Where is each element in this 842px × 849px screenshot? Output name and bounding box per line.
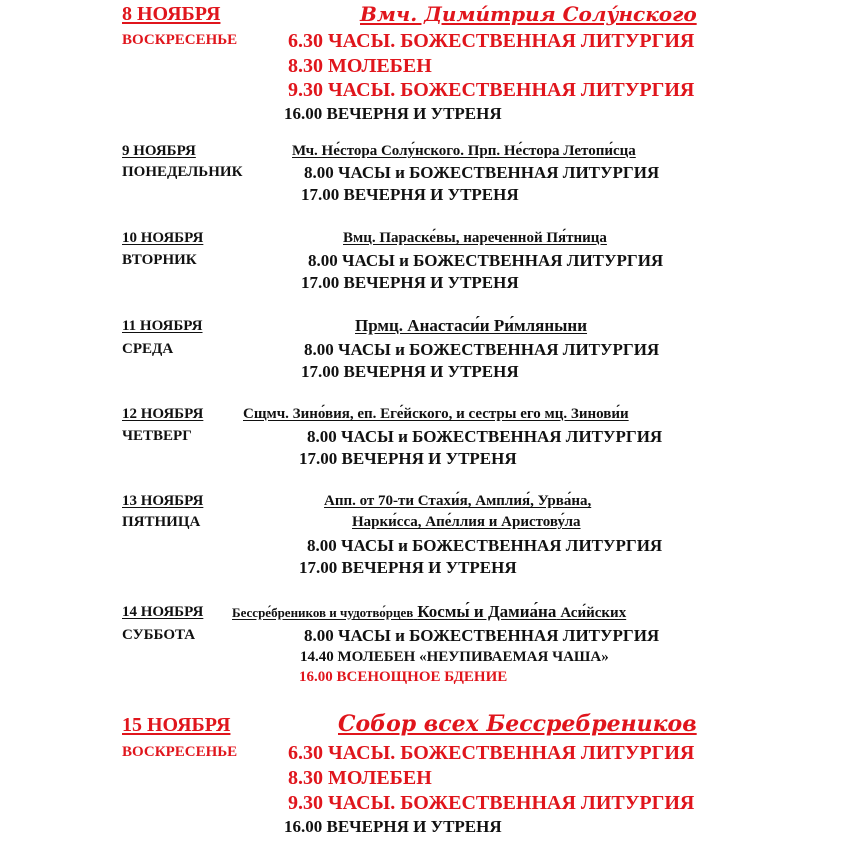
day-8-weekday: ВОСКРЕСЕНЬЕ bbox=[122, 32, 238, 48]
day-14-date: 14 НОЯБРЯ bbox=[122, 604, 204, 620]
day-15-service-4: 16.00 ВЕЧЕРНЯ И УТРЕНЯ bbox=[284, 817, 502, 836]
day-13-service-1: 8.00 ЧАСЫ и БОЖЕСТВЕННАЯ ЛИТУРГИЯ bbox=[307, 536, 663, 555]
day-11-date: 11 НОЯБРЯ bbox=[122, 318, 203, 334]
day-15-service-3: 9.30 ЧАСЫ. БОЖЕСТВЕННАЯ ЛИТУРГИЯ bbox=[288, 792, 695, 814]
day-8-service-3: 9.30 ЧАСЫ. БОЖЕСТВЕННАЯ ЛИТУРГИЯ bbox=[288, 79, 695, 101]
day-15-weekday: ВОСКРЕСЕНЬЕ bbox=[122, 744, 238, 760]
day-9-service-1: 8.00 ЧАСЫ и БОЖЕСТВЕННАЯ ЛИТУРГИЯ bbox=[304, 163, 660, 182]
day-12-saint: Сщмч. Зино́вия, еп. Еге́йского, и сестры его мц. Зинови́и bbox=[243, 406, 629, 422]
day-10-service-2: 17.00 ВЕЧЕРНЯ И УТРЕНЯ bbox=[301, 273, 519, 292]
day-8-service-2: 8.30 МОЛЕБЕН bbox=[288, 55, 432, 77]
day-10-service-1: 8.00 ЧАСЫ и БОЖЕСТВЕННАЯ ЛИТУРГИЯ bbox=[308, 251, 664, 270]
day-10-saint: Вмц. Параске́вы, нареченной Пя́тница bbox=[343, 230, 607, 246]
day-14-service-3: 16.00 ВСЕНОЩНОЕ БДЕНИЕ bbox=[299, 669, 508, 685]
day-11-weekday: СРЕДА bbox=[122, 341, 174, 357]
day-14-weekday: СУББОТА bbox=[122, 627, 196, 643]
day-14-saint bbox=[232, 603, 626, 621]
day-10-weekday: ВТОРНИК bbox=[122, 252, 197, 268]
day-11-service-1: 8.00 ЧАСЫ и БОЖЕСТВЕННАЯ ЛИТУРГИЯ bbox=[304, 340, 660, 359]
day-8-service-4: 16.00 ВЕЧЕРНЯ И УТРЕНЯ bbox=[284, 104, 502, 123]
day-12-service-1: 8.00 ЧАСЫ и БОЖЕСТВЕННАЯ ЛИТУРГИЯ bbox=[307, 427, 663, 446]
day-12-service-2: 17.00 ВЕЧЕРНЯ И УТРЕНЯ bbox=[299, 449, 517, 468]
day-13-weekday: ПЯТНИЦА bbox=[122, 514, 201, 530]
day-9-service-2: 17.00 ВЕЧЕРНЯ И УТРЕНЯ bbox=[301, 185, 519, 204]
day-15-service-1: 6.30 ЧАСЫ. БОЖЕСТВЕННАЯ ЛИТУРГИЯ bbox=[288, 742, 695, 764]
day-11-saint: Прмц. Анастаси́и Ри́мляныни bbox=[355, 316, 588, 335]
day-13-saint-line1: Апп. от 70-ти Стахи́я, Амплия́, Урва́на, bbox=[324, 493, 592, 509]
day-8-date: 8 НОЯБРЯ bbox=[122, 3, 221, 25]
day-13-service-2: 17.00 ВЕЧЕРНЯ И УТРЕНЯ bbox=[299, 558, 517, 577]
day-11-service-2: 17.00 ВЕЧЕРНЯ И УТРЕНЯ bbox=[301, 362, 519, 381]
day-14-saint-prefix: Бессре́бреников и чудотво́рцев bbox=[232, 605, 414, 620]
day-14-service-2: 14.40 МОЛЕБЕН «НЕУПИВАЕМАЯ ЧАША» bbox=[300, 649, 609, 665]
day-8-saint: Вмч. Дими́трия Солу́нского bbox=[360, 2, 697, 26]
day-14-service-1: 8.00 ЧАСЫ и БОЖЕСТВЕННАЯ ЛИТУРГИЯ bbox=[304, 626, 660, 645]
day-12-date: 12 НОЯБРЯ bbox=[122, 406, 204, 422]
day-10-date: 10 НОЯБРЯ bbox=[122, 230, 204, 246]
day-13-saint-line2: Нарки́сса, Апе́ллия и Аристову́ла bbox=[352, 514, 581, 530]
day-15-saint: Собор всех Бессребреников bbox=[338, 711, 697, 737]
day-14-saint-names: Космы́ и Дамиа́на bbox=[417, 602, 557, 621]
day-9-date: 9 НОЯБРЯ bbox=[122, 143, 196, 159]
day-14-saint-suffix: Аси́йских bbox=[560, 605, 627, 621]
day-8-service-1: 6.30 ЧАСЫ. БОЖЕСТВЕННАЯ ЛИТУРГИЯ bbox=[288, 30, 695, 52]
day-9-weekday: ПОНЕДЕЛЬНИК bbox=[122, 164, 243, 180]
day-15-service-2: 8.30 МОЛЕБЕН bbox=[288, 767, 432, 789]
day-9-saint: Мч. Не́стора Солу́нского. Прп. Не́стора Летопи́сца bbox=[292, 143, 636, 159]
day-13-date: 13 НОЯБРЯ bbox=[122, 493, 204, 509]
day-15-date: 15 НОЯБРЯ bbox=[122, 714, 231, 736]
day-12-weekday: ЧЕТВЕРГ bbox=[122, 428, 192, 444]
